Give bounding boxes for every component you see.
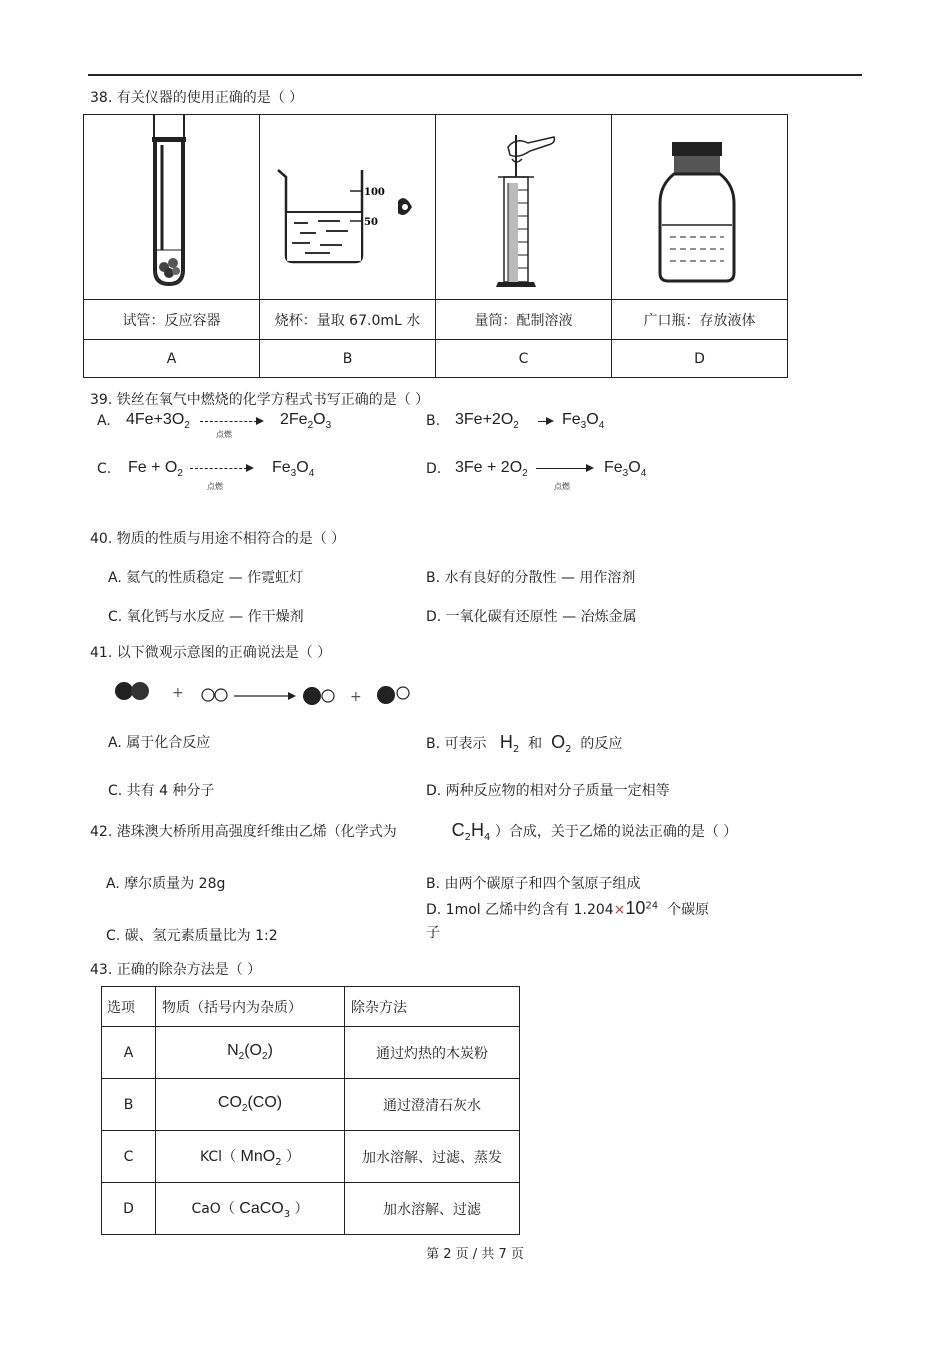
molecule-diagram — [110, 676, 420, 712]
q39-a-right: $2Fe_2O_3$ — [280, 411, 332, 432]
q43-header-substance: 物质（括号内为杂质） — [156, 987, 345, 1027]
q39-c-arrow — [190, 468, 252, 469]
q42-option-d: D. 1mol 乙烯中约含有 $1.204\times 10^{24}$ 个碳原 — [426, 898, 710, 918]
q39-a-label: A. — [97, 413, 111, 429]
q43-row-d — [102, 1183, 520, 1235]
q43-row-b-substance: $CO_2(CO)$ — [156, 1079, 345, 1131]
molecule-atom-icon — [131, 682, 149, 700]
letter-a: A — [84, 340, 260, 378]
q43-row-c-substance: KCl（ MnO$_2$ ） — [156, 1131, 345, 1183]
q39-d-right: $Fe_3O_4$ — [604, 459, 647, 480]
q43-stem: 43. 正确的除杂方法是（ ） — [90, 962, 262, 978]
q39-d-left: $3Fe + 2O_2$ — [455, 459, 528, 480]
q43-table — [101, 986, 520, 1235]
q39-a-condition: 点燃 — [216, 430, 232, 439]
q39-a-left: $4Fe+3O_2$ — [126, 411, 190, 432]
q43-row-b-method: 通过澄清石灰水 — [345, 1079, 520, 1131]
q40-option-d: D. 一氧化碳有还原性 — 冶炼金属 — [426, 609, 637, 625]
q43-row-b-option: B — [102, 1079, 156, 1131]
graduated-cylinder-icon — [436, 115, 611, 299]
caption-a: 试管：反应容器 — [84, 300, 260, 340]
q41-option-c: C. 共有 4 种分子 — [108, 783, 215, 799]
q43-header-method: 除杂方法 — [345, 987, 520, 1027]
molecule-atom-icon — [115, 682, 133, 700]
svg-text:+: + — [172, 685, 184, 701]
q38-stem: 38. 有关仪器的使用正确的是（ ） — [90, 90, 304, 106]
q39-d-arrow — [536, 468, 592, 469]
q41-option-b: B. 可表示 $H_2$ 和 $O_2$ 的反应 — [426, 732, 623, 755]
molecule-atom-icon — [215, 689, 227, 701]
molecule-atom-icon — [202, 689, 214, 701]
q40-option-c: C. 氧化钙与水反应 — 作干燥剂 — [108, 609, 304, 625]
q39-c-right: $Fe_3O_4$ — [272, 459, 315, 480]
q39-stem: 39. 铁丝在氧气中燃烧的化学方程式书写正确的是（ ） — [90, 392, 430, 408]
q39-b-arrow — [538, 421, 552, 422]
beaker-mark-100: 100 — [364, 187, 385, 198]
header-rule — [88, 74, 862, 76]
q43-row-d-method: 加水溶解、过滤 — [345, 1183, 520, 1235]
test-tube-cell — [84, 115, 260, 300]
q42-option-b: B. 由两个碳原子和四个氢原子组成 — [426, 876, 641, 892]
cylinder-cell — [436, 115, 612, 300]
molecule-atom-icon — [377, 686, 395, 704]
q39-d-label: D. — [426, 461, 442, 477]
q43-row-a-option: A — [102, 1027, 156, 1079]
q43-header-option: 选项 — [102, 987, 156, 1027]
letter-b: B — [260, 340, 436, 378]
beaker-cell — [260, 115, 436, 300]
q40-stem: 40. 物质的性质与用途不相符合的是（ ） — [90, 531, 346, 547]
test-tube-icon — [84, 115, 259, 299]
q39-c-condition: 点燃 — [207, 482, 223, 491]
q40-option-b: B. 水有良好的分散性 — 用作溶剂 — [426, 570, 636, 586]
caption-b: 烧杯：量取 67.0mL 水 — [260, 300, 436, 340]
q39-b-label: B. — [426, 413, 441, 429]
q41-stem: 41. 以下微观示意图的正确说法是（ ） — [90, 645, 332, 661]
caption-c: 量筒：配制溶液 — [436, 300, 612, 340]
molecule-atom-icon — [397, 687, 409, 699]
q39-b-right: $Fe_3O_4$ — [562, 411, 605, 432]
beaker-mark-50: 50 — [364, 217, 378, 228]
q42-option-a: A. 摩尔质量为 28g — [106, 876, 226, 892]
letter-d: D — [612, 340, 788, 378]
caption-d: 广口瓶：存放液体 — [612, 300, 788, 340]
q42-option-d-wrap: 子 — [426, 925, 440, 941]
q39-c-left: $Fe + O_2$ — [128, 459, 183, 480]
q43-row-b — [102, 1079, 520, 1131]
beaker-icon — [260, 115, 435, 299]
wide-mouth-jar-icon — [612, 115, 787, 299]
q39-c-label: C. — [97, 461, 112, 477]
q43-row-d-substance: CaO（ CaCO$_3$ ） — [156, 1183, 345, 1235]
q43-row-a-method: 通过灼热的木炭粉 — [345, 1027, 520, 1079]
q43-row-d-option: D — [102, 1183, 156, 1235]
svg-text:+: + — [350, 689, 362, 705]
page-footer: 第 2 页 / 共 7 页 — [426, 1247, 524, 1262]
q43-row-a — [102, 1027, 520, 1079]
q41-option-d: D. 两种反应物的相对分子质量一定相等 — [426, 783, 670, 799]
molecule-atom-icon — [303, 687, 321, 705]
q43-row-c-option: C — [102, 1131, 156, 1183]
q43-row-c-method: 加水溶解、过滤、蒸发 — [345, 1131, 520, 1183]
q42-option-c: C. 碳、氢元素质量比为 1:2 — [106, 928, 278, 944]
q38-table — [83, 114, 788, 378]
q39-a-arrow — [200, 421, 262, 422]
letter-c: C — [436, 340, 612, 378]
molecule-atom-icon — [322, 690, 334, 702]
q41-option-a: A. 属于化合反应 — [108, 735, 211, 751]
q39-b-left: $3Fe+2O_2$ — [455, 411, 519, 432]
q39-d-condition: 点燃 — [554, 482, 570, 491]
q43-row-c — [102, 1131, 520, 1183]
q42-stem: 42. 港珠澳大桥所用高强度纤维由乙烯（化学式为 $C_2H_4$ ）合成，关于乙烯的说法正确的是（ ） — [90, 820, 738, 843]
q43-row-a-substance: $N_2(O_2)$ — [156, 1027, 345, 1079]
jar-cell — [612, 115, 788, 300]
q40-option-a: A. 氦气的性质稳定 — 作霓虹灯 — [108, 570, 304, 586]
